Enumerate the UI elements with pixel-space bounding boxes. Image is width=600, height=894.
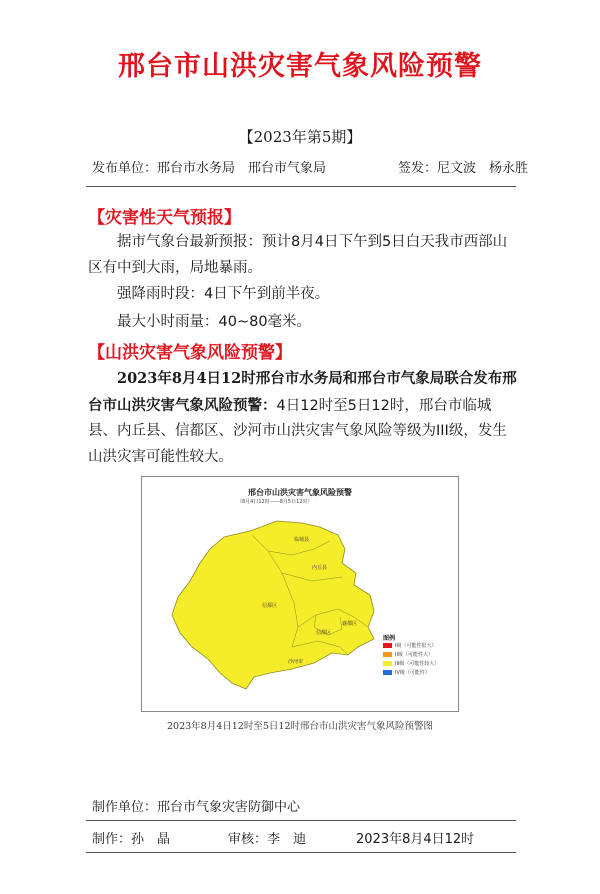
issue-number: 【2023年第5期】 (238, 128, 362, 146)
map-subtitle: （8月4日12时——8月5日12时） (237, 499, 313, 505)
footer-divider (86, 820, 516, 821)
warning-heading: 【山洪灾害气象风险预警】 (88, 343, 292, 363)
reviewer: 审核：李 迪 (228, 832, 307, 847)
legend-label: III级（可能性较大） (395, 661, 440, 667)
legend-swatch (383, 670, 392, 675)
author: 制作：孙 晶 (92, 832, 171, 847)
legend-swatch (383, 652, 392, 657)
publisher: 发布单位：邢台市水务局 邢台市气象局 (92, 161, 327, 176)
legend-label: I级（可能性很大） (395, 643, 437, 649)
legend-item (383, 642, 436, 649)
weather-heading: 【灾害性天气预报】 (88, 208, 241, 228)
issue-datetime: 2023年8月4日12时 (356, 832, 475, 847)
legend-item (383, 651, 433, 658)
warning-lead: 2023年8月4日12时邢台市水务局和邢台市气象局联合发布邢台市山洪灾害气象风险预警： (88, 370, 517, 414)
legend-swatch (383, 661, 392, 666)
signers: 签发：尼文波 杨永胜 (398, 161, 529, 176)
max-rain-paragraph: 最大小时雨量：40~80毫米。 (117, 314, 312, 330)
legend-title: 图例 (383, 635, 396, 642)
warning-map (141, 476, 459, 712)
legend-item (383, 660, 439, 667)
region-label: 临城县 (294, 537, 310, 543)
region-label: 信都区 (316, 630, 332, 636)
rain-period-paragraph: 强降雨时段：4日下午到前半夜。 (117, 286, 330, 302)
region-label: 襄都区 (342, 621, 358, 627)
legend-item (383, 669, 430, 676)
weather-forecast-paragraph: 据市气象台最新预报：预计8月4日下午到5日白天我市西部山区有中到大雨，局地暴雨。 (88, 234, 508, 276)
header-divider (86, 186, 516, 187)
legend-label: II级（可能性大） (395, 652, 433, 658)
map-caption: 2023年8月4日12时至5日12时邢台市山洪灾害气象风险预警图 (167, 721, 433, 732)
warning-detail: 4日12时至5日12时，邢台市临城县、内丘县、信都区、沙河市山洪灾害气象风险等级为III级，发生山洪灾害可能性较大。 (88, 397, 507, 465)
footer-bottom-divider (86, 852, 516, 853)
warning-paragraph (88, 366, 520, 470)
map-title: 邢台市山洪灾害气象风险预警 (248, 488, 352, 497)
maker-unit: 制作单位：邢台市气象灾害防御中心 (92, 800, 301, 815)
region-label: 信都区 (262, 603, 278, 609)
document-title: 邢台市山洪灾害气象风险预警 (118, 51, 482, 82)
region-label: 内丘县 (312, 565, 328, 571)
legend-swatch (383, 643, 392, 648)
legend-label: IV级（可能性） (395, 670, 430, 676)
region-label: 沙河市 (288, 659, 304, 665)
